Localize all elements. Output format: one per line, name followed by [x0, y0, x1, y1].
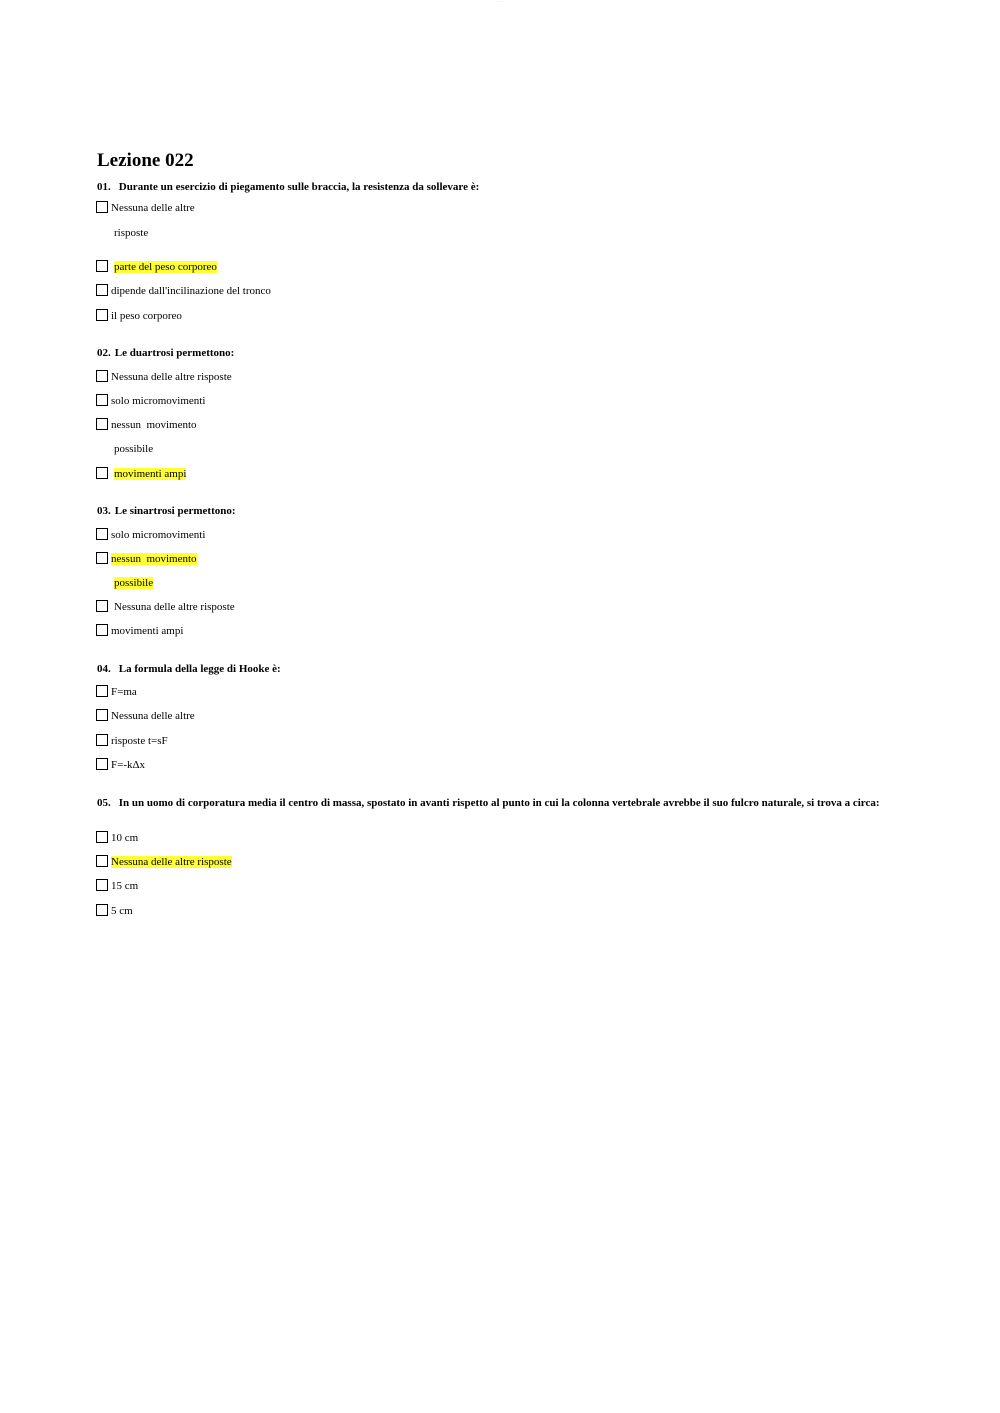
option-label: dipende dall'incilinazione del tronco — [111, 285, 271, 297]
checkbox[interactable] — [96, 528, 108, 540]
page-header-mark: · · · · · — [496, 0, 504, 4]
checkbox[interactable] — [96, 685, 108, 697]
answer-option[interactable] — [96, 600, 235, 615]
answer-option[interactable] — [96, 467, 186, 482]
answer-option[interactable] — [96, 685, 137, 700]
option-label: Nessuna delle altre — [111, 202, 195, 214]
checkbox[interactable] — [96, 855, 108, 867]
option-label: il peso corporeo — [111, 310, 182, 322]
option-label-highlighted: nessun movimento — [111, 553, 197, 565]
answer-option[interactable] — [96, 624, 183, 639]
option-label: nessun movimento — [111, 419, 197, 431]
option-label: solo micromovimenti — [111, 529, 206, 541]
checkbox[interactable] — [96, 201, 108, 213]
option-label: Nessuna delle altre — [111, 710, 195, 722]
answer-option[interactable] — [96, 734, 168, 749]
question-text: Le duartrosi permettono: — [114, 347, 235, 359]
checkbox[interactable] — [96, 394, 108, 406]
checkbox[interactable] — [96, 284, 108, 296]
checkbox[interactable] — [96, 418, 108, 430]
question-text: Le sinartrosi permettono: — [114, 505, 236, 517]
question-number: 03. — [97, 505, 111, 517]
question-text: Durante un esercizio di piegamento sulle braccia, la resistenza da sollevare è: — [118, 181, 480, 193]
checkbox[interactable] — [96, 831, 108, 843]
option-label-highlighted: Nessuna delle altre risposte — [111, 856, 232, 868]
option-label-continuation: risposte — [114, 227, 149, 239]
answer-option[interactable] — [96, 855, 232, 870]
question-number: 05. — [97, 797, 111, 809]
checkbox[interactable] — [96, 260, 108, 272]
question-number: 02. — [97, 347, 111, 359]
answer-option[interactable] — [96, 879, 138, 894]
question-number: 04. — [97, 663, 111, 675]
option-label: Nessuna delle altre risposte — [111, 371, 232, 383]
checkbox[interactable] — [96, 552, 108, 564]
checkbox[interactable] — [96, 758, 108, 770]
option-label: 5 cm — [111, 905, 133, 917]
answer-option[interactable] — [96, 284, 271, 299]
checkbox[interactable] — [96, 467, 108, 479]
checkbox[interactable] — [96, 600, 108, 612]
question-02 — [97, 347, 897, 359]
option-label: 10 cm — [111, 832, 139, 844]
question-05 — [97, 797, 897, 809]
answer-option[interactable] — [96, 552, 197, 567]
checkbox[interactable] — [96, 624, 108, 636]
option-label-continuation-highlighted: possibile — [114, 577, 154, 589]
question-number: 01. — [97, 181, 111, 193]
option-label: movimenti ampi — [111, 625, 184, 637]
question-text: La formula della legge di Hooke è: — [118, 663, 281, 675]
answer-option[interactable] — [96, 370, 232, 385]
checkbox[interactable] — [96, 709, 108, 721]
option-label: F=ma — [111, 686, 137, 698]
question-01 — [97, 181, 897, 193]
option-label: solo micromovimenti — [111, 395, 206, 407]
option-label: Nessuna delle altre risposte — [114, 601, 235, 613]
option-label: risposte t=sF — [111, 735, 168, 747]
checkbox[interactable] — [96, 904, 108, 916]
question-text: In un uomo di corporatura media il centro di massa, spostato in avanti rispetto al punto in cui la colonna vertebrale avrebbe il suo fulcro naturale, si trova a circa: — [118, 797, 880, 809]
option-label-continuation — [114, 576, 153, 591]
answer-option[interactable] — [96, 904, 133, 919]
option-label: 15 cm — [111, 880, 139, 892]
answer-option[interactable] — [96, 758, 145, 773]
option-label-highlighted: movimenti ampi — [114, 468, 187, 480]
question-04 — [97, 663, 897, 675]
question-03 — [97, 505, 897, 517]
answer-option[interactable] — [96, 394, 205, 409]
checkbox[interactable] — [96, 370, 108, 382]
checkbox[interactable] — [96, 734, 108, 746]
option-label-highlighted: parte del peso corporeo — [114, 261, 217, 273]
page-title: Lezione 022 — [97, 150, 194, 171]
option-label-continuation: possibile — [114, 443, 154, 455]
checkbox[interactable] — [96, 879, 108, 891]
checkbox[interactable] — [96, 309, 108, 321]
answer-option[interactable] — [96, 309, 182, 324]
answer-option[interactable] — [96, 528, 205, 543]
answer-option[interactable] — [96, 831, 138, 846]
answer-option[interactable] — [96, 418, 197, 433]
answer-option[interactable] — [96, 260, 217, 275]
option-label: F=-kΔx — [111, 759, 146, 771]
answer-option[interactable] — [96, 201, 195, 216]
answer-option[interactable] — [96, 709, 195, 724]
